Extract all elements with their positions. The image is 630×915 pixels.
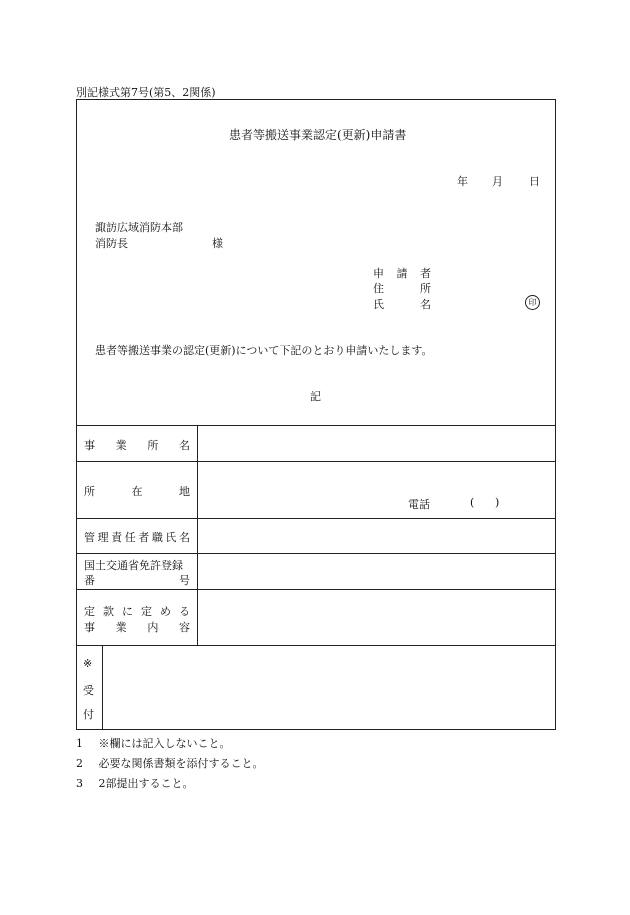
- label-char: 事: [84, 439, 95, 452]
- ki-heading: 記: [310, 390, 321, 403]
- phone-paren-close: ): [495, 496, 500, 509]
- label-char: 在: [131, 485, 143, 498]
- label-char: 氏: [165, 531, 177, 544]
- note-number: 2: [76, 757, 83, 770]
- label-char: 職: [151, 531, 163, 544]
- manager-label: [84, 529, 190, 545]
- office-name-label: [84, 437, 190, 453]
- address-label-char: 所: [420, 282, 431, 295]
- name-label-char: 名: [420, 298, 431, 311]
- label-char: る: [179, 605, 190, 618]
- note-number: 1: [76, 737, 83, 750]
- date-month: 月: [492, 175, 503, 188]
- note-text: ※欄には記入しないこと。: [98, 737, 231, 750]
- label-char: 所: [84, 485, 95, 498]
- license-label-line1: 国土交通省免許登録: [84, 559, 183, 572]
- form-frame: [76, 99, 556, 730]
- applicant-label-char: 申: [373, 267, 384, 280]
- row-divider-5: [76, 645, 556, 646]
- label-char: 番: [84, 574, 95, 587]
- label-char: 名: [178, 531, 190, 544]
- date-year: 年: [457, 175, 468, 188]
- note-text: 2部提出すること。: [98, 777, 194, 790]
- label-char: 責: [111, 531, 123, 544]
- applicant-address-label: [373, 280, 431, 296]
- row-divider-1: [76, 461, 556, 462]
- label-char: 所: [147, 439, 159, 452]
- label-char: 理: [97, 531, 109, 544]
- label-char: 内: [147, 621, 159, 634]
- note-item: [76, 775, 194, 791]
- label-char: 号: [179, 574, 190, 587]
- label-char: に: [122, 605, 133, 618]
- addressee-honorific: 様: [212, 237, 223, 250]
- row-divider-4: [76, 589, 556, 590]
- note-item: [76, 735, 231, 751]
- articles-label-line1: [84, 603, 190, 619]
- applicant-name-label: [373, 296, 431, 312]
- label-char: 者: [138, 531, 150, 544]
- label-column-divider: [197, 425, 198, 645]
- label-char: め: [160, 605, 171, 618]
- address-label-char: 住: [373, 282, 384, 295]
- label-char: 事: [84, 621, 95, 634]
- phone-paren-open: (: [470, 496, 475, 509]
- receipt-char: 付: [83, 708, 94, 721]
- label-char: 名: [178, 439, 190, 452]
- addressee-org: 諏訪広域消防本部: [95, 221, 183, 234]
- location-label: [84, 483, 190, 499]
- date-day: 日: [529, 175, 540, 188]
- receipt-mark: ※: [83, 657, 93, 670]
- label-char: 定: [141, 605, 152, 618]
- receipt-char: 受: [83, 684, 94, 697]
- license-label-line2: [84, 572, 190, 588]
- articles-label-line2: [84, 619, 190, 635]
- table-top-divider: [76, 425, 556, 426]
- note-text: 必要な関係書類を添付すること。: [98, 757, 264, 770]
- label-char: 定: [84, 605, 95, 618]
- applicant-label: [373, 265, 431, 281]
- label-char: 業: [115, 621, 127, 634]
- note-item: [76, 755, 264, 771]
- addressee-title: 消防長: [95, 237, 128, 250]
- row-divider-3: [76, 553, 556, 554]
- name-label-char: 氏: [373, 298, 384, 311]
- phone-label: 電話: [408, 498, 430, 511]
- label-char: 款: [103, 605, 114, 618]
- label-char: 管: [84, 531, 95, 544]
- seal-mark: 印: [525, 295, 540, 310]
- statement-text: 患者等搬送事業の認定(更新)について下記のとおり申請いたします。: [95, 344, 433, 357]
- label-char: 業: [115, 439, 127, 452]
- label-char: 容: [178, 621, 190, 634]
- receipt-column-divider: [102, 645, 103, 730]
- applicant-label-char: 者: [420, 267, 431, 280]
- row-divider-2: [76, 518, 556, 519]
- form-number: 別記様式第7号(第5、2関係): [76, 86, 216, 99]
- label-char: 任: [124, 531, 136, 544]
- applicant-label-char: 請: [396, 267, 408, 280]
- note-number: 3: [76, 777, 83, 790]
- form-title: 患者等搬送事業認定(更新)申請書: [229, 128, 407, 142]
- label-char: 地: [179, 485, 190, 498]
